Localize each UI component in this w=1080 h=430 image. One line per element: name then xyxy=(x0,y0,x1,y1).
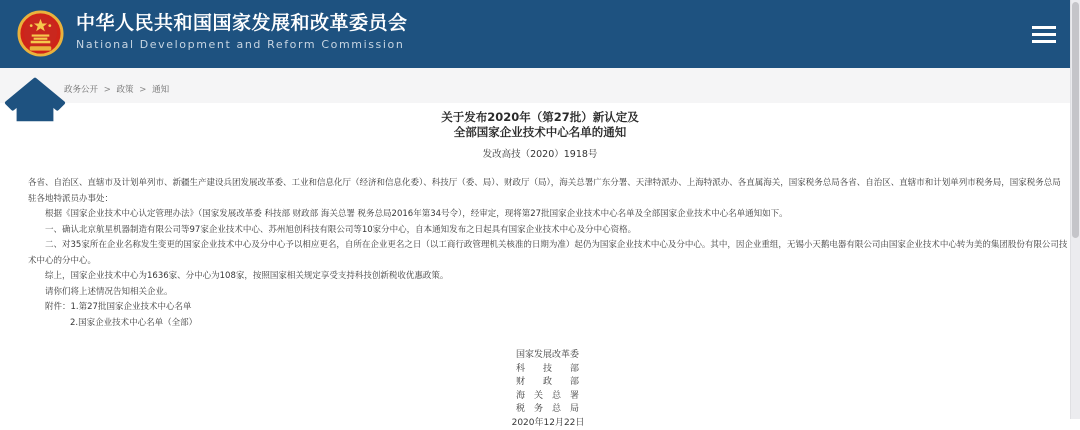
paragraph-summary: 综上，国家企业技术中心为1636家、分中心为108家，按照国家相关规定享受支持科技创新税收优惠政策。 xyxy=(28,269,1068,285)
site-title-block xyxy=(76,11,408,51)
document-body xyxy=(28,176,1068,430)
site-title-zh: 中华人民共和国国家发展和改革委员会 xyxy=(76,11,408,35)
document-title xyxy=(0,110,1080,139)
breadcrumb-separator: > xyxy=(139,85,146,95)
attachments-line2 xyxy=(28,316,1068,332)
signer-mof: 财 政 部 xyxy=(516,376,580,390)
attachments-line1 xyxy=(28,300,1068,316)
signer-most: 科 技 部 xyxy=(516,363,580,377)
scrollbar-thumb[interactable] xyxy=(1072,2,1079,238)
breadcrumb-item-zhengwugongkai[interactable]: 政务公开 xyxy=(64,85,98,95)
document-area xyxy=(0,103,1080,430)
signer-tax: 税 务 总 局 xyxy=(516,403,580,417)
paragraph-item-2: 二、对35家所在企业名称发生变更的国家企业技术中心及分中心予以相应更名，自所在企业更名之日（以工商行政管理机关核准的日期为准）起仍为国家企业技术中心及分中心。其中，因企业重组，无锡小天鹅电器有限公司由国家企业技术中心转为美的集团股份有限公司技术中心的分中心。 xyxy=(28,238,1068,269)
document-number: 发改高技（2020）1918号 xyxy=(0,146,1080,160)
site-title-en: National Development and Reform Commission xyxy=(76,38,408,51)
page-scrollbar xyxy=(1070,0,1080,419)
breadcrumb-separator: > xyxy=(104,85,111,95)
salutation: 各省、自治区、直辖市及计划单列市、新疆生产建设兵团发展改革委、工业和信息化厅（经济和信息化委）、科技厅（委、局）、财政厅（局），海关总署广东分署、天津特派办、上海特派办、各直属海关，国家税务总局各省、自治区、直辖市和计划单列市税务局，国家税务总局驻各地特派员办事处： xyxy=(28,176,1068,207)
attachment-link-2[interactable]: 2.国家企业技术中心名单（全部） xyxy=(70,318,197,328)
document-title-line1: 关于发布2020年（第27批）新认定及 xyxy=(0,110,1080,125)
paragraph-basis: 根据《国家企业技术中心认定管理办法》（国家发展改革委 科技部 财政部 海关总署 税务总局2016年第34号令），经审定，现将第27批国家企业技术中心名单及全部国家企业技术中心名单通知如下。 xyxy=(28,207,1068,223)
attachments-label: 附件： xyxy=(45,302,71,312)
breadcrumb-item-zhengce[interactable]: 政策 xyxy=(117,85,134,95)
site-header xyxy=(0,0,1080,68)
paragraph-item-1: 一、确认北京航星机器制造有限公司等97家企业技术中心、苏州旭创科技有限公司等10家分中心，自本通知发布之日起具有国家企业技术中心及分中心资格。 xyxy=(28,223,1068,239)
signer-customs: 海 关 总 署 xyxy=(516,390,580,404)
national-emblem-icon xyxy=(17,10,64,57)
breadcrumb xyxy=(64,83,169,95)
signature-block xyxy=(28,349,1068,430)
paragraph-request: 请你们将上述情况告知相关企业。 xyxy=(28,285,1068,301)
attachment-link-1[interactable]: 1.第27批国家企业技术中心名单 xyxy=(71,302,192,312)
breadcrumb-item-tongzhi[interactable]: 通知 xyxy=(152,85,169,95)
signature-date: 2020年12月22日 xyxy=(512,417,585,430)
document-title-line2: 全部国家企业技术中心名单的通知 xyxy=(0,125,1080,140)
signer-ndrc: 国家发展改革委 xyxy=(516,349,580,363)
hamburger-menu-icon[interactable] xyxy=(1032,26,1056,43)
